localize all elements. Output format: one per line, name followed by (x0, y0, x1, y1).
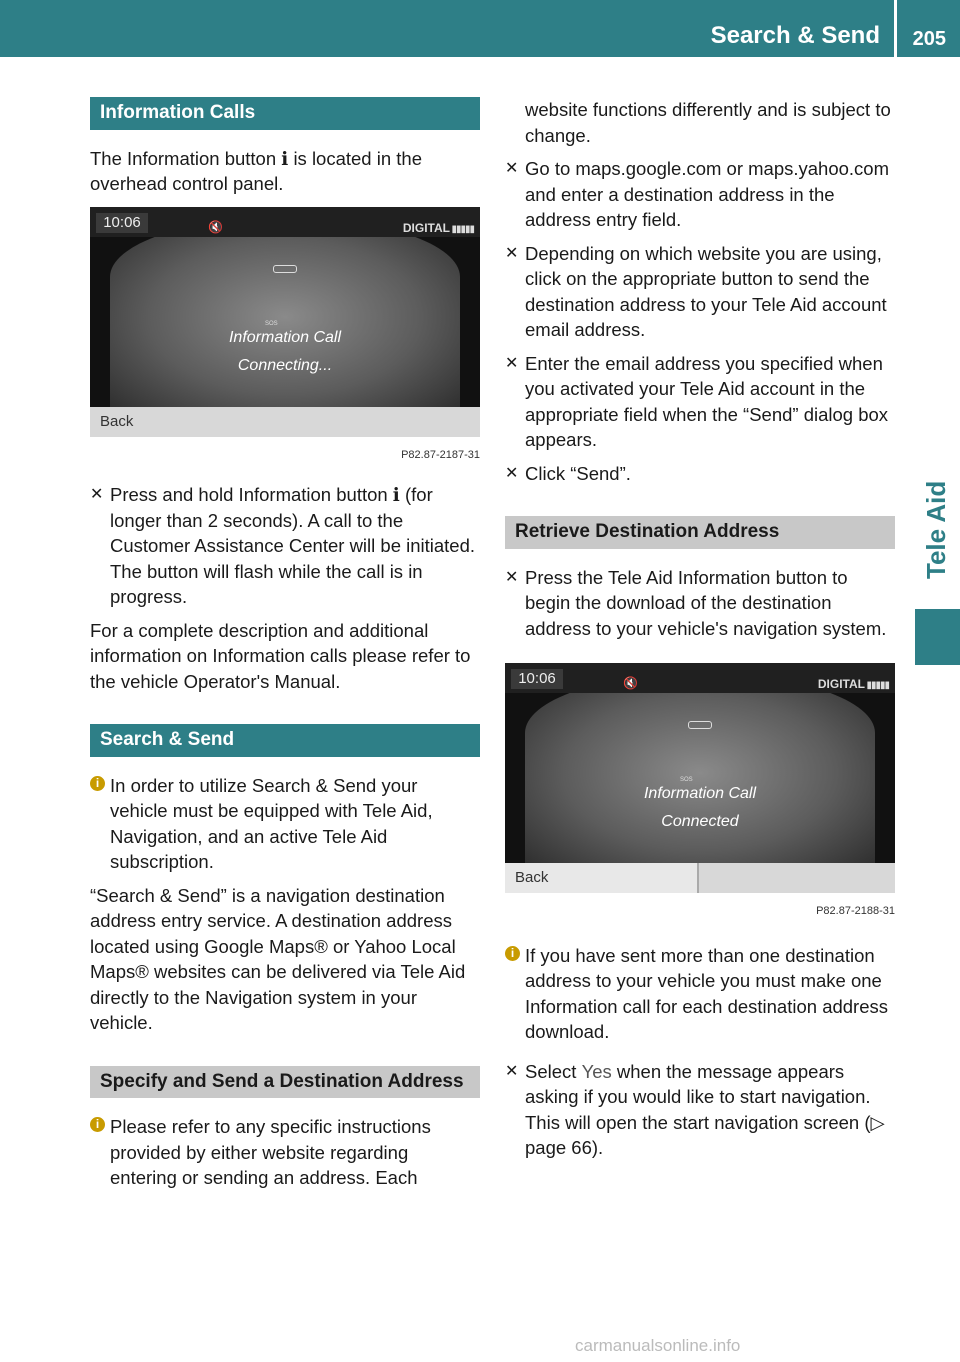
step-text: Enter the email address you specified when you activated your Tele Aid account in the appropriate field when the “Send” dialog box appears. (525, 352, 889, 450)
note-text: If you have sent more than one destination address to your vehicle you must make one Information call for each destination address download. (525, 944, 889, 1042)
info-icon: i (505, 946, 520, 961)
side-tab-label: Tele Aid (921, 480, 951, 579)
page-header (0, 0, 960, 57)
signal-bars-icon: ▮▮▮▮▮ (451, 223, 474, 235)
image-caption: P82.87-2188-31 (816, 905, 895, 917)
step-text: Depending on which website you are using, click on the appropriate button to send the destination address to your Tele Aid account email address. (525, 242, 887, 340)
note-item (90, 773, 480, 875)
screen-image-connected (505, 663, 895, 893)
step-item (505, 156, 895, 233)
signal-bars-icon: ▮▮▮▮▮ (866, 680, 889, 691)
step-text-prefix: Select (525, 1060, 577, 1082)
note-item (505, 943, 895, 1045)
yes-option: Yes (581, 1060, 612, 1082)
mute-icon: 🔇 (208, 219, 223, 234)
info-icon: i (90, 1117, 105, 1132)
screen-softkey-bar (505, 863, 895, 893)
side-tab-block (915, 609, 960, 665)
note-continuation: website functions differently and is subject to change. (525, 99, 891, 146)
specify-send-heading: Specify and Send a Destination Address (90, 1066, 480, 1099)
screen-softkey-bar (90, 407, 480, 437)
step-marker-icon: ✕ (505, 464, 519, 482)
header-divider (894, 0, 897, 57)
console-slot (688, 721, 712, 729)
section-title: Search & Send (710, 22, 880, 49)
info-icon: i (90, 776, 105, 791)
step-text: Press and hold Information button ℹ (for longer than 2 seconds). A call to the Customer Assistance Center will be initiated. The button will flash while the call is in progress. (110, 484, 476, 607)
step-text: Press the Tele Aid Information button to begin the download of the destination address to your vehicle's navigation system. (525, 566, 887, 639)
sos-label: SOS (265, 320, 278, 327)
side-tab (915, 59, 960, 665)
page-number: 205 (912, 28, 946, 50)
console-dome (110, 217, 460, 417)
status-bar (90, 207, 480, 237)
note-text: In order to utilize Search & Send your vehicle must be equipped with Tele Aid, Navigation, and an active Tele Aid subscription. (110, 774, 433, 872)
step-item (505, 351, 895, 453)
screen-line-2: Connected (661, 813, 739, 830)
step-text-suffix: when the message appears asking if you would like to start navigation. This will open the start navigation screen (▷ page 66). (525, 1060, 885, 1158)
info-calls-paragraph: The Information button ℹ is located in the overhead control panel. (90, 147, 422, 194)
note-text: Please refer to any specific instructions provided by either website regarding entering or sending an address. Each (110, 1116, 431, 1188)
step-marker-icon: ✕ (505, 1062, 519, 1080)
sos-label: SOS (680, 777, 693, 783)
step-text: Click “Send”. (525, 462, 631, 484)
search-send-heading: Search & Send (90, 724, 480, 757)
signal-label: DIGITAL (817, 677, 865, 691)
step-text: Go to maps.google.com or maps.yahoo.com and enter a destination address in the address entry field. (525, 158, 890, 230)
console-slot (273, 265, 297, 273)
screen-image-connecting (90, 207, 480, 437)
console-dome (525, 673, 875, 873)
clock: 10:06 (96, 213, 148, 233)
footer-watermark[interactable]: carmanualsonline.info (575, 1336, 741, 1355)
note-item (90, 1114, 480, 1191)
screen-line-1: Information Call (643, 785, 757, 802)
step-marker-icon: ✕ (505, 160, 519, 177)
mute-icon: 🔇 (623, 676, 638, 690)
step-item (505, 565, 895, 642)
retrieve-heading: Retrieve Destination Address (505, 516, 895, 549)
step-marker-icon: ✕ (90, 486, 104, 503)
clock: 10:06 (511, 669, 563, 689)
step-marker-icon: ✕ (505, 244, 519, 262)
info-calls-paragraph-2: For a complete description and additional information on Information calls please refer to the vehicle Operator's Manual. (90, 619, 471, 692)
screen-line-2: Connecting... (237, 356, 333, 374)
back-button[interactable]: Back (100, 412, 134, 430)
search-send-paragraph: “Search & Send” is a navigation destination address entry service. A destination address located using Google Maps® or Yahoo Local Maps® websites can be delivered via Tele Aid directly to the Navigation system in your vehicle. (90, 884, 466, 1033)
screen-line-1: Information Call (228, 328, 342, 346)
step-item (505, 461, 895, 487)
info-calls-heading: Information Calls (90, 97, 480, 130)
step-item (505, 241, 895, 343)
step-item (90, 482, 480, 610)
step-marker-icon: ✕ (505, 568, 519, 586)
status-bar (505, 663, 895, 693)
right-column (505, 97, 895, 1169)
step-item (505, 1059, 895, 1161)
signal-label: DIGITAL (402, 220, 450, 235)
back-button[interactable]: Back (505, 863, 699, 893)
left-column (90, 97, 480, 1199)
step-marker-icon: ✕ (505, 354, 519, 372)
image-caption: P82.87-2187-31 (401, 448, 480, 461)
